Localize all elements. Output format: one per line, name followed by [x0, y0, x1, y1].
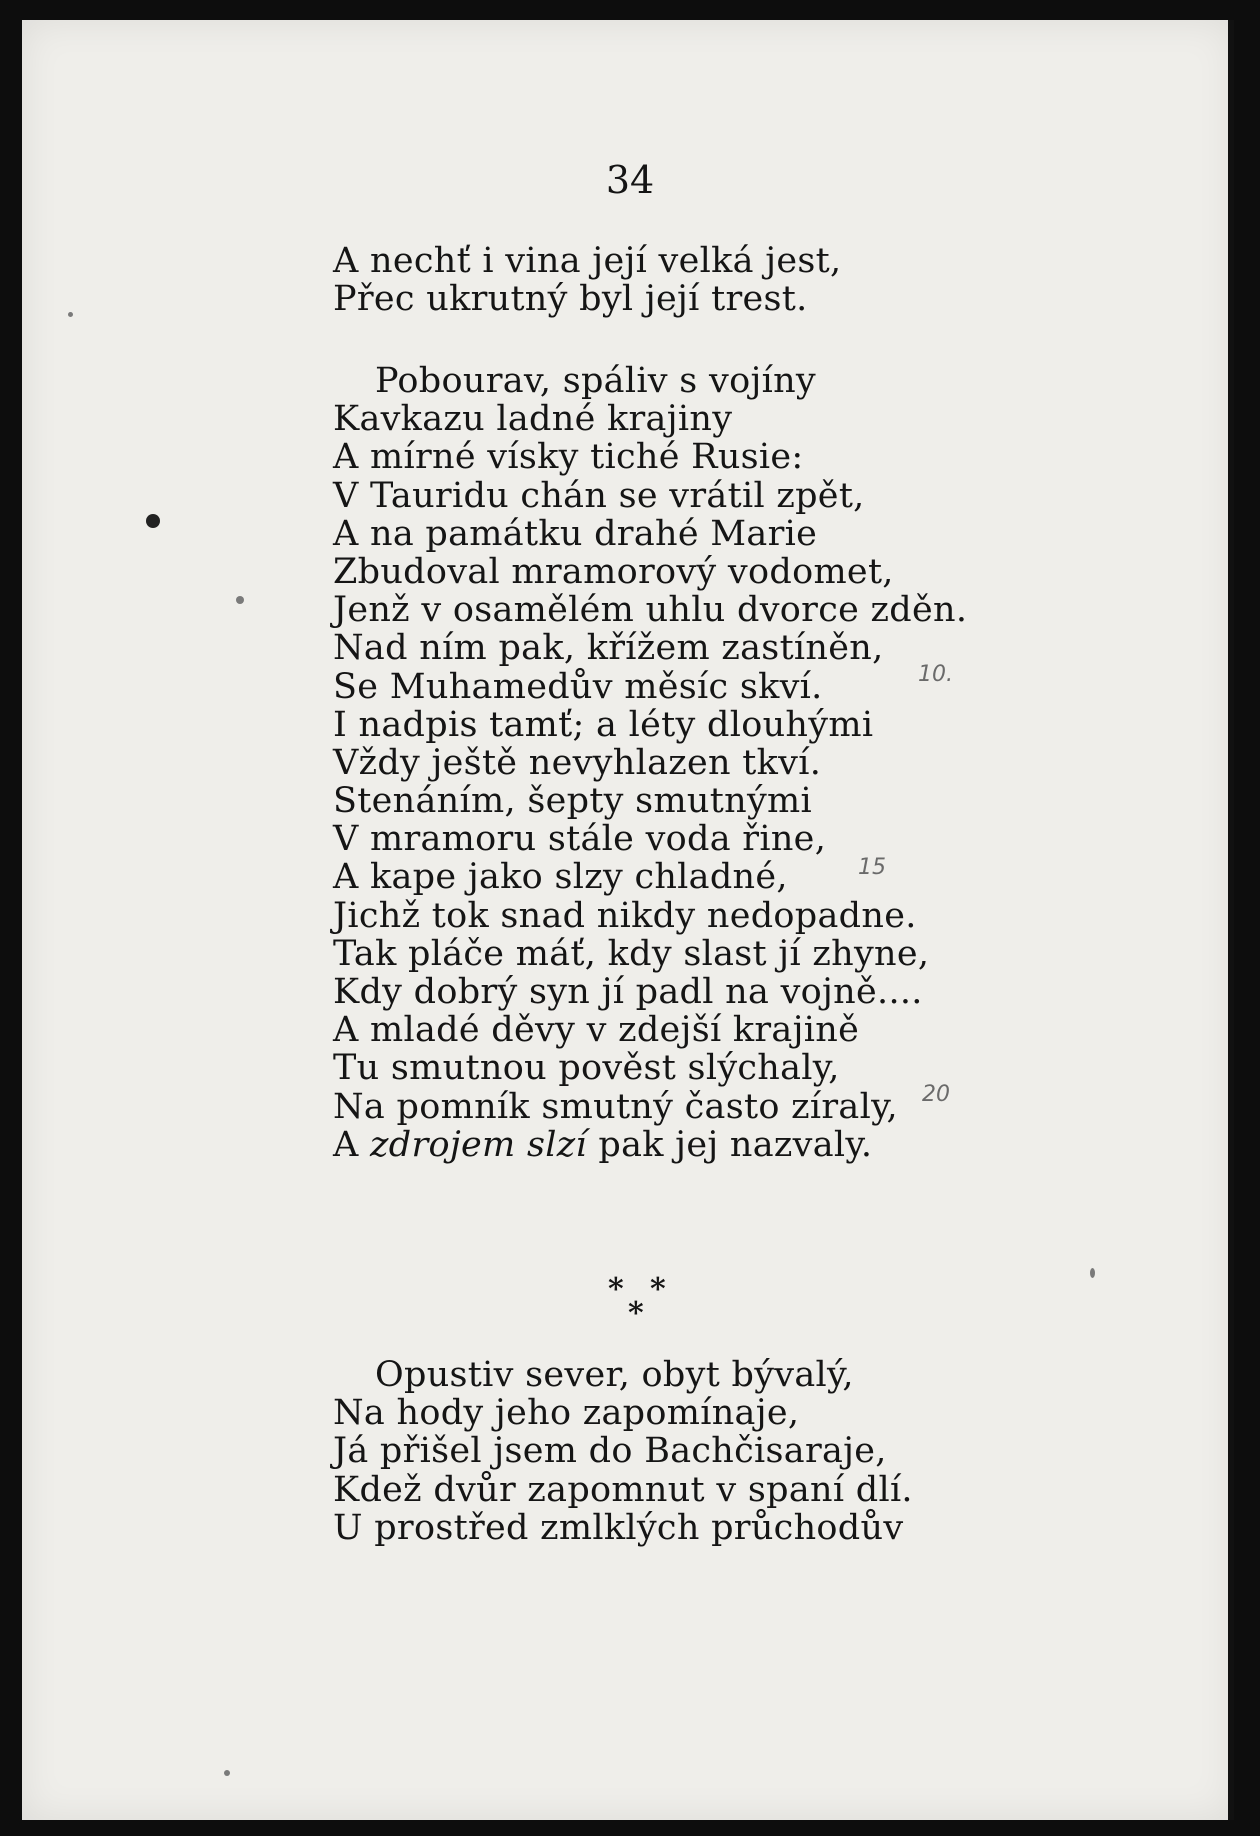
- ink-speck: [1090, 1268, 1095, 1278]
- margin-note-10: 10.: [918, 662, 953, 687]
- margin-note-15: 15: [858, 855, 886, 880]
- ink-speck: [146, 514, 160, 528]
- asterisk: *: [628, 1296, 644, 1331]
- verse-line: Se Muhamedův měsíc skví.: [333, 666, 823, 707]
- verse-line-start: A: [333, 1124, 359, 1165]
- verse-line: Zbudoval mramorový vodomet,: [333, 551, 894, 592]
- verse-line: Kdež dvůr zapomnut v spaní dlí.: [333, 1469, 913, 1510]
- page-number: 34: [605, 158, 655, 202]
- verse-line: Na hody jeho zapomínaje,: [333, 1393, 800, 1434]
- margin-note-20: 20: [922, 1082, 950, 1107]
- verse-line: Tak pláče máť, kdy slast jí zhyne,: [333, 933, 930, 974]
- stanza-3: [333, 1356, 913, 1547]
- verse-line: A nechť i vina její velká jest,: [333, 241, 842, 281]
- verse-line-last: [333, 1126, 967, 1164]
- verse-line: U prostřed zmlklých průchodův: [333, 1507, 904, 1548]
- ink-speck: [68, 312, 73, 317]
- verse-line: Jichž tok snad nikdy nedopadne.: [333, 895, 917, 936]
- stanza-2: [333, 362, 967, 1164]
- verse-line: Jenž v osamělém uhlu dvorce zděn.: [333, 590, 968, 631]
- verse-line: Přec ukrutný byl její trest.: [333, 279, 808, 320]
- verse-line: A mladé děvy v zdejší krajině: [333, 1010, 860, 1051]
- verse-line: Opustiv sever, obyt bývalý,: [375, 1355, 854, 1395]
- asterism-ornament: [608, 1272, 688, 1332]
- italic-phrase: zdrojem slzí: [370, 1124, 587, 1165]
- stanza-1: [333, 242, 841, 318]
- verse-line: Tu smutnou pověst slýchaly,: [333, 1048, 840, 1089]
- verse-line: V Tauridu chán se vrátil zpět,: [333, 475, 865, 516]
- verse-line: Stenáním, šepty smutnými: [333, 781, 813, 822]
- verse-line: Na pomník smutný často zíraly,: [333, 1086, 898, 1127]
- ink-speck: [224, 1770, 230, 1776]
- page-edge: [1228, 20, 1234, 1820]
- ink-speck: [236, 596, 244, 604]
- verse-line: A na památku drahé Marie: [333, 513, 818, 554]
- verse-line: A kape jako slzy chladné,: [333, 857, 788, 898]
- asterisk: *: [650, 1272, 666, 1307]
- verse-line: Nad ním pak, křížem zastíněn,: [333, 628, 884, 669]
- verse-line: Kdy dobrý syn jí padl na vojně....: [333, 972, 923, 1012]
- asterisk: *: [608, 1272, 624, 1307]
- verse-line: Kavkazu ladné krajiny: [333, 399, 733, 440]
- verse-line: A mírné vísky tiché Rusie:: [333, 437, 804, 478]
- verse-line-end: pak jej nazvaly.: [598, 1124, 873, 1165]
- verse-line: I nadpis tamť; a léty dlouhými: [333, 704, 874, 745]
- verse-line: V mramoru stále voda řine,: [333, 819, 827, 860]
- verse-line: Vždy ještě nevyhlazen tkví.: [333, 742, 822, 783]
- verse-line: Já přišel jsem do Bachčisaraje,: [333, 1431, 887, 1472]
- verse-line: Pobourav, spáliv s vojíny: [375, 361, 817, 401]
